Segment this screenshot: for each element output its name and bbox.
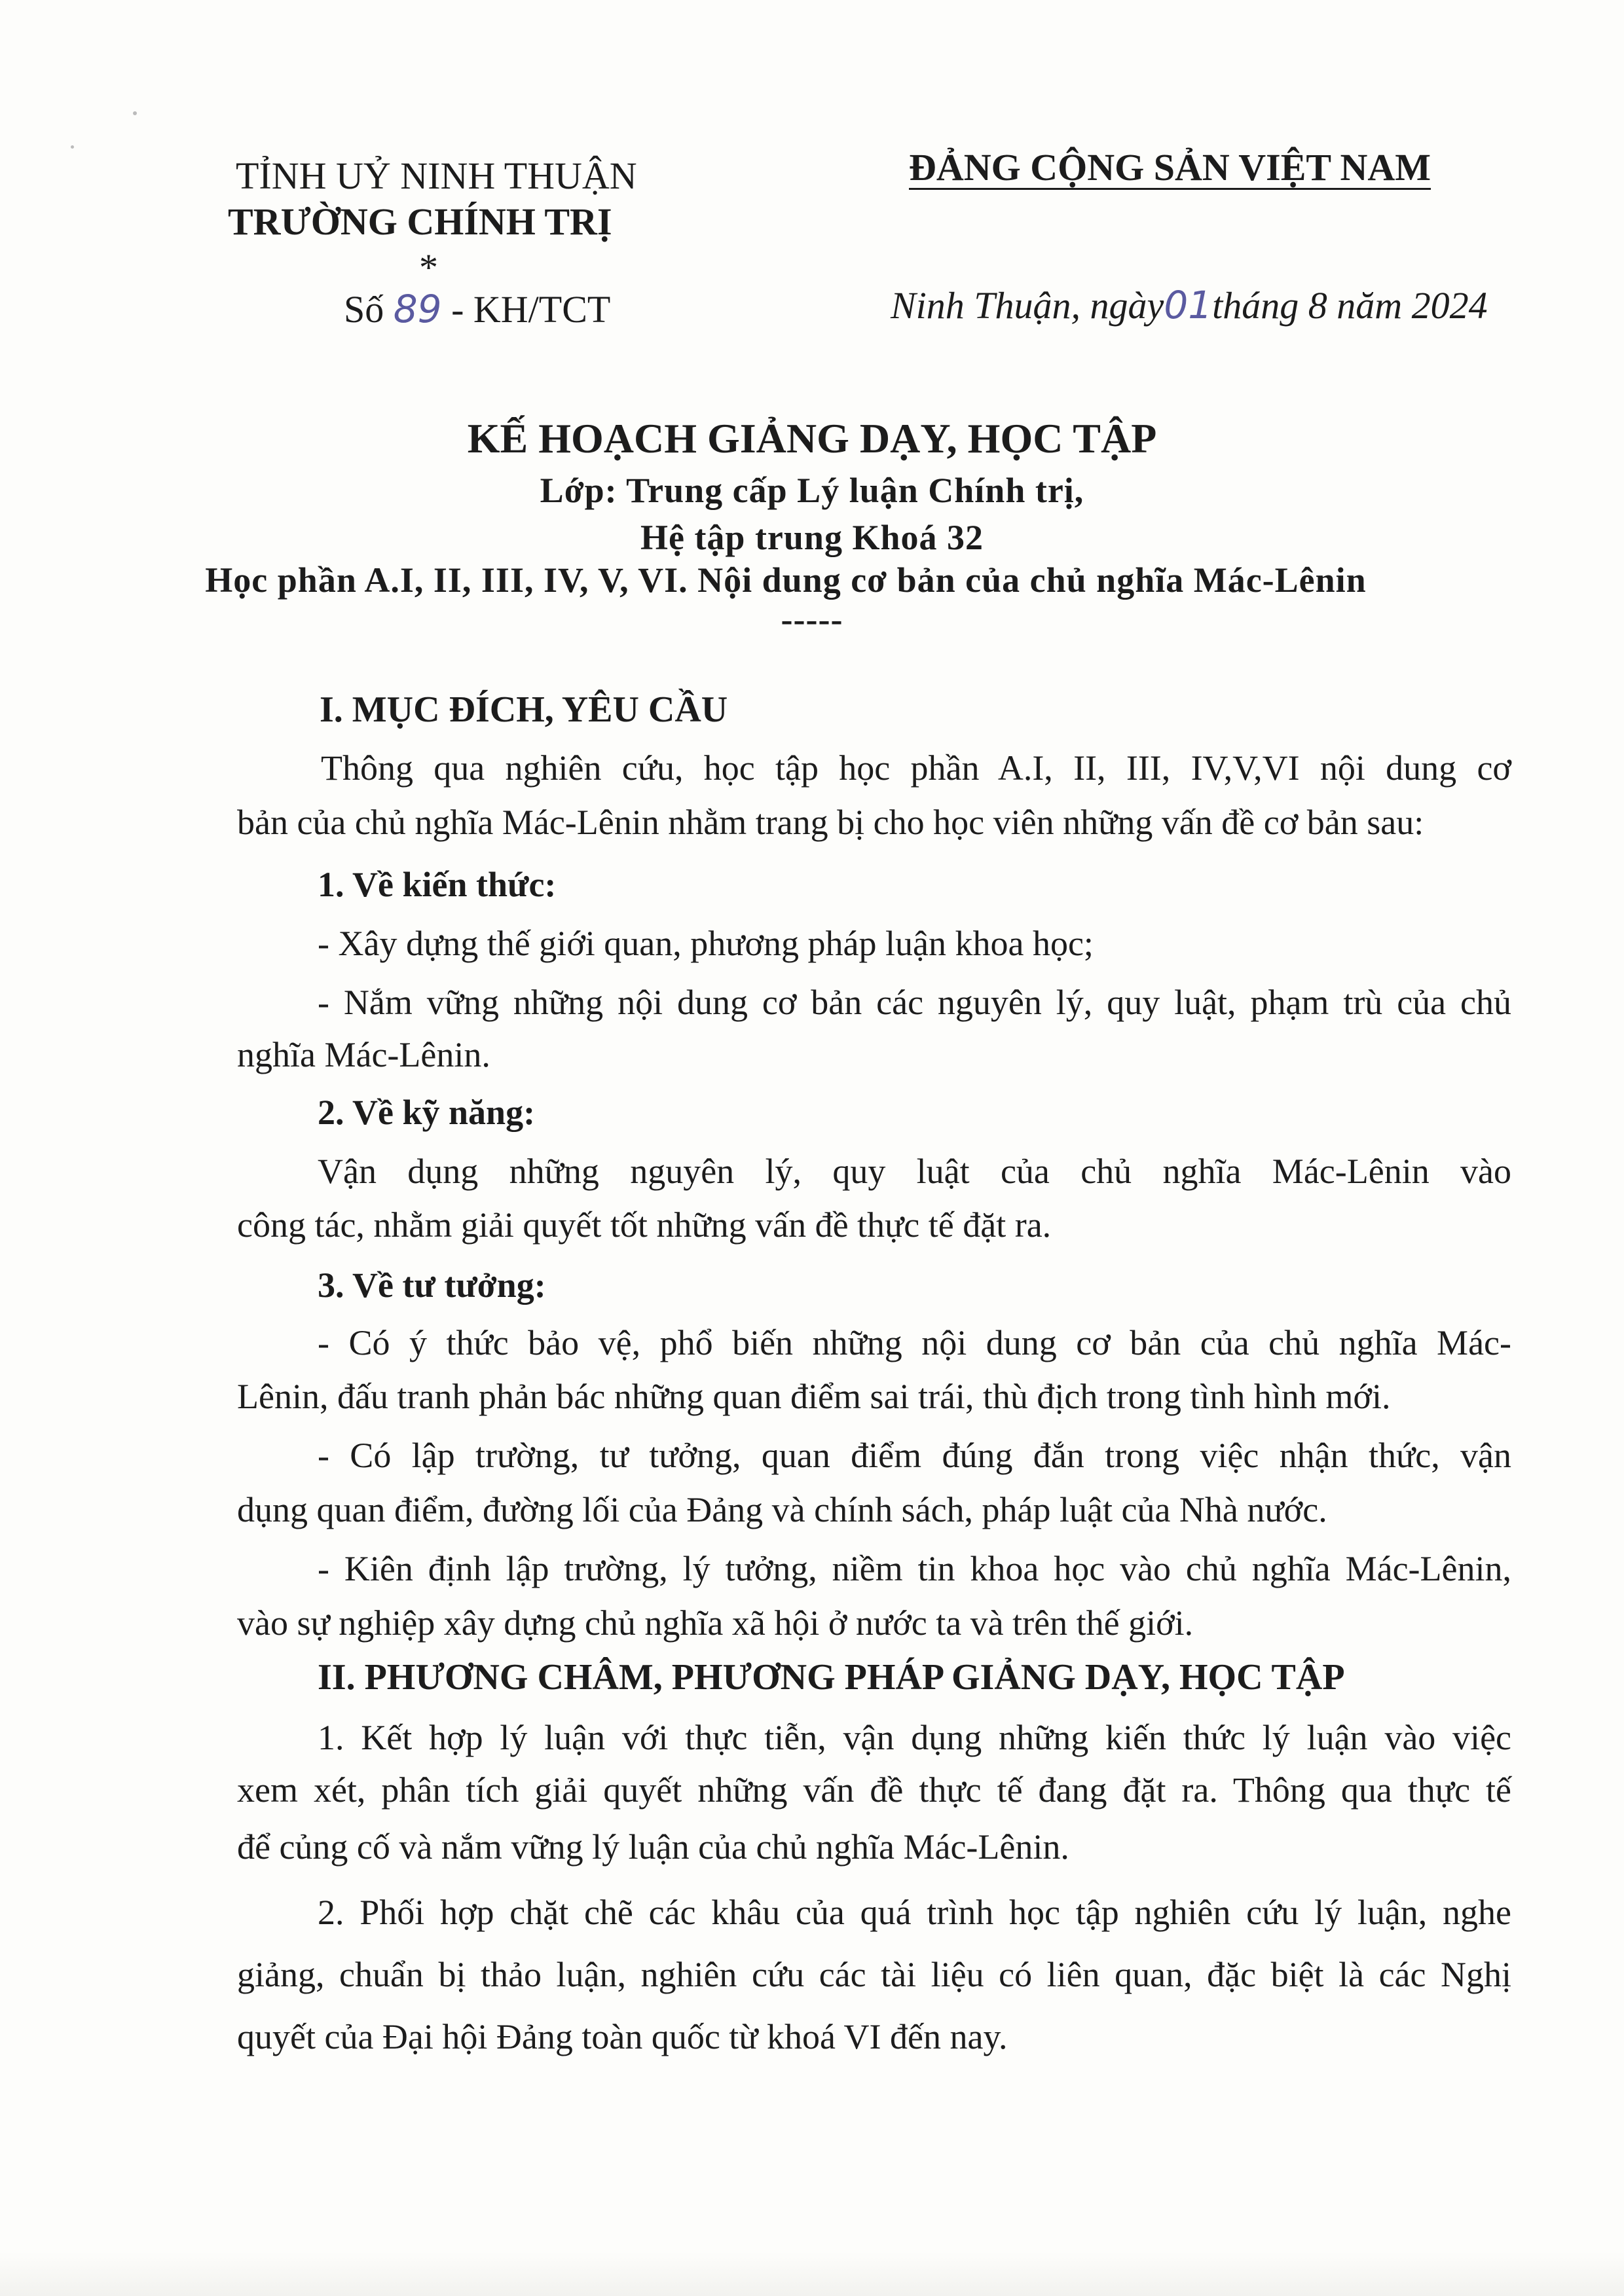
date-prefix: Ninh Thuận, ngày — [891, 284, 1164, 327]
ideology-heading: 3. Về tư tưởng: — [318, 1266, 546, 1305]
section2-heading: II. PHƯƠNG CHÂM, PHƯƠNG PHÁP GIẢNG DẠY, HỌC TẬP — [318, 1657, 1345, 1698]
title-course: Hệ tập trung Khoá 32 — [640, 518, 984, 557]
ideology-item3-line2: vào sự nghiệp xây dựng chủ nghĩa xã hội ở nước ta và trên thế giới. — [237, 1603, 1194, 1643]
knowledge-item2-line2: nghĩa Mác-Lênin. — [237, 1035, 490, 1074]
section2-item2-line3: quyết của Đại hội Đảng toàn quốc từ khoá VI đến nay. — [237, 2017, 1008, 2056]
skills-item1-line1: Vận dụng những nguyên lý, quy luật của chủ nghĩa Mác-Lênin vào — [318, 1152, 1511, 1191]
ideology-item1-line1: - Có ý thức bảo vệ, phổ biến những nội dung cơ bản của chủ nghĩa Mác- — [318, 1323, 1511, 1362]
section2-item1-line3: để củng cố và nắm vững lý luận của chủ nghĩa Mác-Lênin. — [237, 1827, 1069, 1867]
section2-item1-line2: xem xét, phân tích giải quyết những vấn đề thực tế đang đặt ra. Thông qua thực tế — [237, 1770, 1511, 1810]
title-class: Lớp: Trung cấp Lý luận Chính trị, — [540, 471, 1084, 510]
ideology-item3-line1: - Kiên định lập trường, lý tưởng, niềm tin khoa học vào chủ nghĩa Mác-Lênin, — [318, 1549, 1511, 1588]
knowledge-item1: - Xây dựng thế giới quan, phương pháp luận khoa học; — [318, 924, 1094, 963]
skills-heading: 2. Về kỹ năng: — [318, 1093, 536, 1132]
section1-intro-line2: bản của chủ nghĩa Mác-Lênin nhằm trang bị cho học viên những vấn đề cơ bản sau: — [237, 803, 1424, 842]
date-suffix: tháng 8 năm 2024 — [1212, 284, 1488, 327]
document-date — [891, 283, 1488, 327]
scan-speck — [71, 145, 74, 149]
doc-no-prefix: Số — [344, 288, 384, 331]
ideology-item1-line2: Lênin, đấu tranh phản bác những quan điểm sai trái, thù địch trong tình hình mới. — [237, 1377, 1391, 1416]
section1-heading: I. MỤC ĐÍCH, YÊU CẦU — [320, 689, 728, 730]
section2-item2-line2: giảng, chuẩn bị thảo luận, nghiên cứu các tài liệu có liên quan, đặc biệt là các Nghị — [237, 1955, 1511, 1994]
knowledge-heading: 1. Về kiến thức: — [318, 865, 557, 904]
knowledge-item2-line1: - Nắm vững những nội dung cơ bản các nguyên lý, quy luật, phạm trù của chủ — [318, 983, 1511, 1022]
party-name: ĐẢNG CỘNG SẢN VIỆT NAM — [909, 146, 1431, 189]
ideology-item2-line2: dụng quan điểm, đường lối của Đảng và chính sách, pháp luật của Nhà nước. — [237, 1490, 1327, 1529]
ideology-item2-line1: - Có lập trường, tư tưởng, quan điểm đúng đắn trong việc nhận thức, vận — [318, 1436, 1511, 1475]
document-title: KẾ HOẠCH GIẢNG DẠY, HỌC TẬP — [467, 415, 1157, 462]
doc-no-suffix: - KH/TCT — [451, 288, 611, 331]
org-line2: TRƯỜNG CHÍNH TRỊ — [228, 200, 612, 243]
org-line1: TỈNH UỶ NINH THUẬN — [236, 155, 637, 197]
skills-item1-line2: công tác, nhằm giải quyết tốt những vấn đề thực tế đặt ra. — [237, 1205, 1052, 1245]
scan-bottom-edge — [0, 2252, 1624, 2296]
section2-item2-line1: 2. Phối hợp chặt chẽ các khâu của quá trình học tập nghiên cứu lý luận, nghe — [318, 1893, 1511, 1932]
org-star: * — [419, 246, 438, 289]
doc-no-handwritten: 89 — [393, 287, 442, 331]
section2-item1-line1: 1. Kết hợp lý luận với thực tiễn, vận dụng những kiến thức lý luận vào việc — [318, 1718, 1511, 1757]
scan-speck — [133, 111, 137, 115]
title-module: Học phần A.I, II, III, IV, V, VI. Nội dung cơ bản của chủ nghĩa Mác-Lênin — [205, 560, 1367, 600]
date-day-handwritten: 01 — [1164, 283, 1213, 327]
document-number — [344, 287, 610, 331]
section1-intro-line1: Thông qua nghiên cứu, học tập học phần A.I, II, III, IV,V,VI nội dung cơ — [321, 748, 1511, 788]
title-separator: ----- — [781, 600, 843, 639]
